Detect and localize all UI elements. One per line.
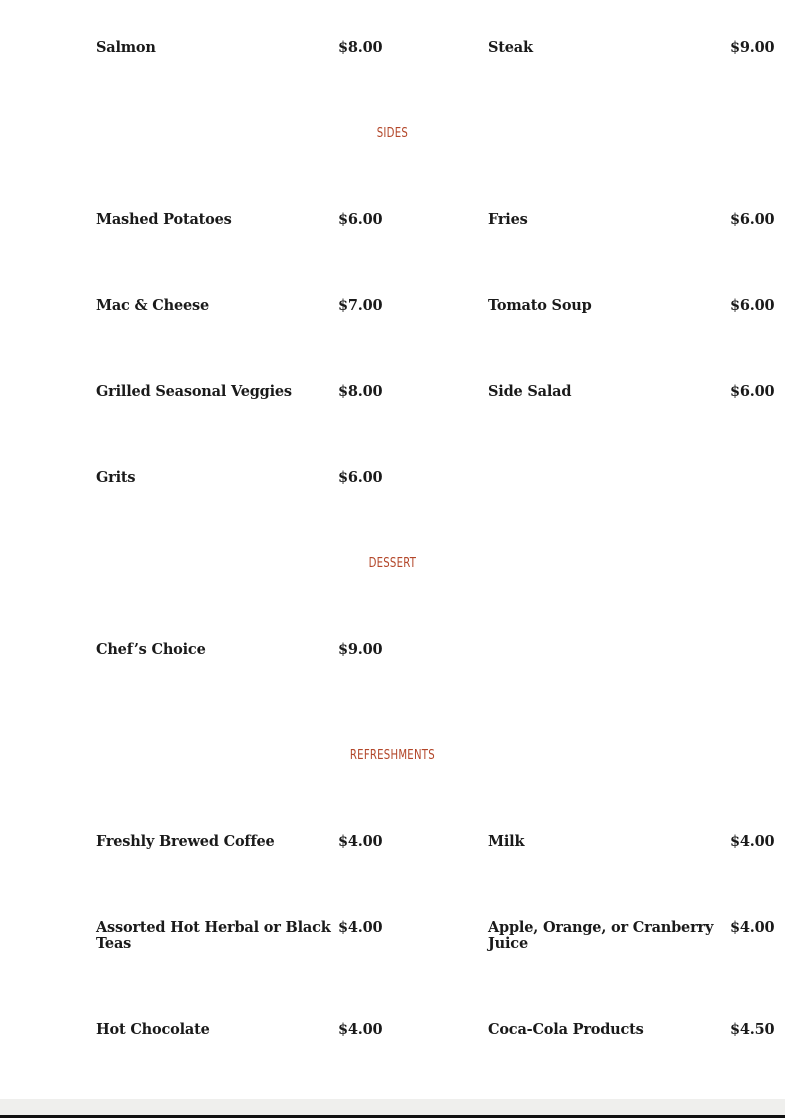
- section-heading-sides: SIDES: [376, 126, 409, 141]
- menu-item-hot-chocolate: [96, 1022, 382, 1038]
- item-price: $6.00: [730, 383, 775, 400]
- menu-item-steak: [488, 40, 774, 56]
- item-price: $4.00: [338, 1021, 383, 1038]
- item-name: Hot Chocolate: [96, 1021, 210, 1038]
- item-price: $6.00: [730, 297, 775, 314]
- item-name: Tomato Soup: [488, 297, 592, 314]
- item-price: $6.00: [338, 211, 383, 228]
- menu-item-salmon: [96, 40, 382, 56]
- menu-item-freshly-brewed-coffee: [96, 834, 382, 850]
- item-name: Salmon: [96, 39, 156, 56]
- item-price: $7.00: [338, 297, 383, 314]
- menu-item-coca-cola-products: [488, 1022, 774, 1038]
- item-price: $4.50: [730, 1021, 775, 1038]
- item-name: Fries: [488, 211, 528, 228]
- item-price: $4.00: [730, 833, 775, 850]
- menu-item-grilled-seasonal-veggies: [96, 384, 382, 400]
- item-price: $9.00: [338, 641, 383, 658]
- item-name: Side Salad: [488, 383, 572, 400]
- item-name: Mac & Cheese: [96, 297, 209, 314]
- menu-item-grits: [96, 470, 382, 486]
- menu-item-side-salad: [488, 384, 774, 400]
- menu-item-mashed-potatoes: [96, 212, 382, 228]
- menu-item-tomato-soup: [488, 298, 774, 314]
- footer-strip: [0, 1099, 785, 1115]
- item-name: Grilled Seasonal Veggies: [96, 383, 292, 400]
- item-price: $4.00: [338, 919, 383, 936]
- menu-item-juice: [488, 920, 774, 952]
- item-price: $9.00: [730, 39, 775, 56]
- menu-item-chefs-choice: [96, 642, 382, 658]
- menu-item-mac-and-cheese: [96, 298, 382, 314]
- menu-item-assorted-teas: [96, 920, 382, 952]
- item-name: Apple, Orange, or Cranberry Juice: [488, 919, 714, 952]
- item-price: $6.00: [338, 469, 383, 486]
- item-price: $6.00: [730, 211, 775, 228]
- menu-item-fries: [488, 212, 774, 228]
- item-name: Chef’s Choice: [96, 641, 206, 658]
- item-name: Coca-Cola Products: [488, 1021, 644, 1038]
- item-name: Assorted Hot Herbal or Black Teas: [96, 919, 331, 952]
- item-name: Grits: [96, 469, 136, 486]
- item-name: Milk: [488, 833, 525, 850]
- item-name: Mashed Potatoes: [96, 211, 232, 228]
- item-name: Steak: [488, 39, 533, 56]
- item-price: $8.00: [338, 39, 383, 56]
- item-name: Freshly Brewed Coffee: [96, 833, 275, 850]
- section-heading-dessert: DESSERT: [368, 556, 417, 571]
- item-price: $4.00: [730, 919, 775, 936]
- menu-item-milk: [488, 834, 774, 850]
- section-heading-refreshments: REFRESHMENTS: [349, 748, 435, 763]
- item-price: $8.00: [338, 383, 383, 400]
- item-price: $4.00: [338, 833, 383, 850]
